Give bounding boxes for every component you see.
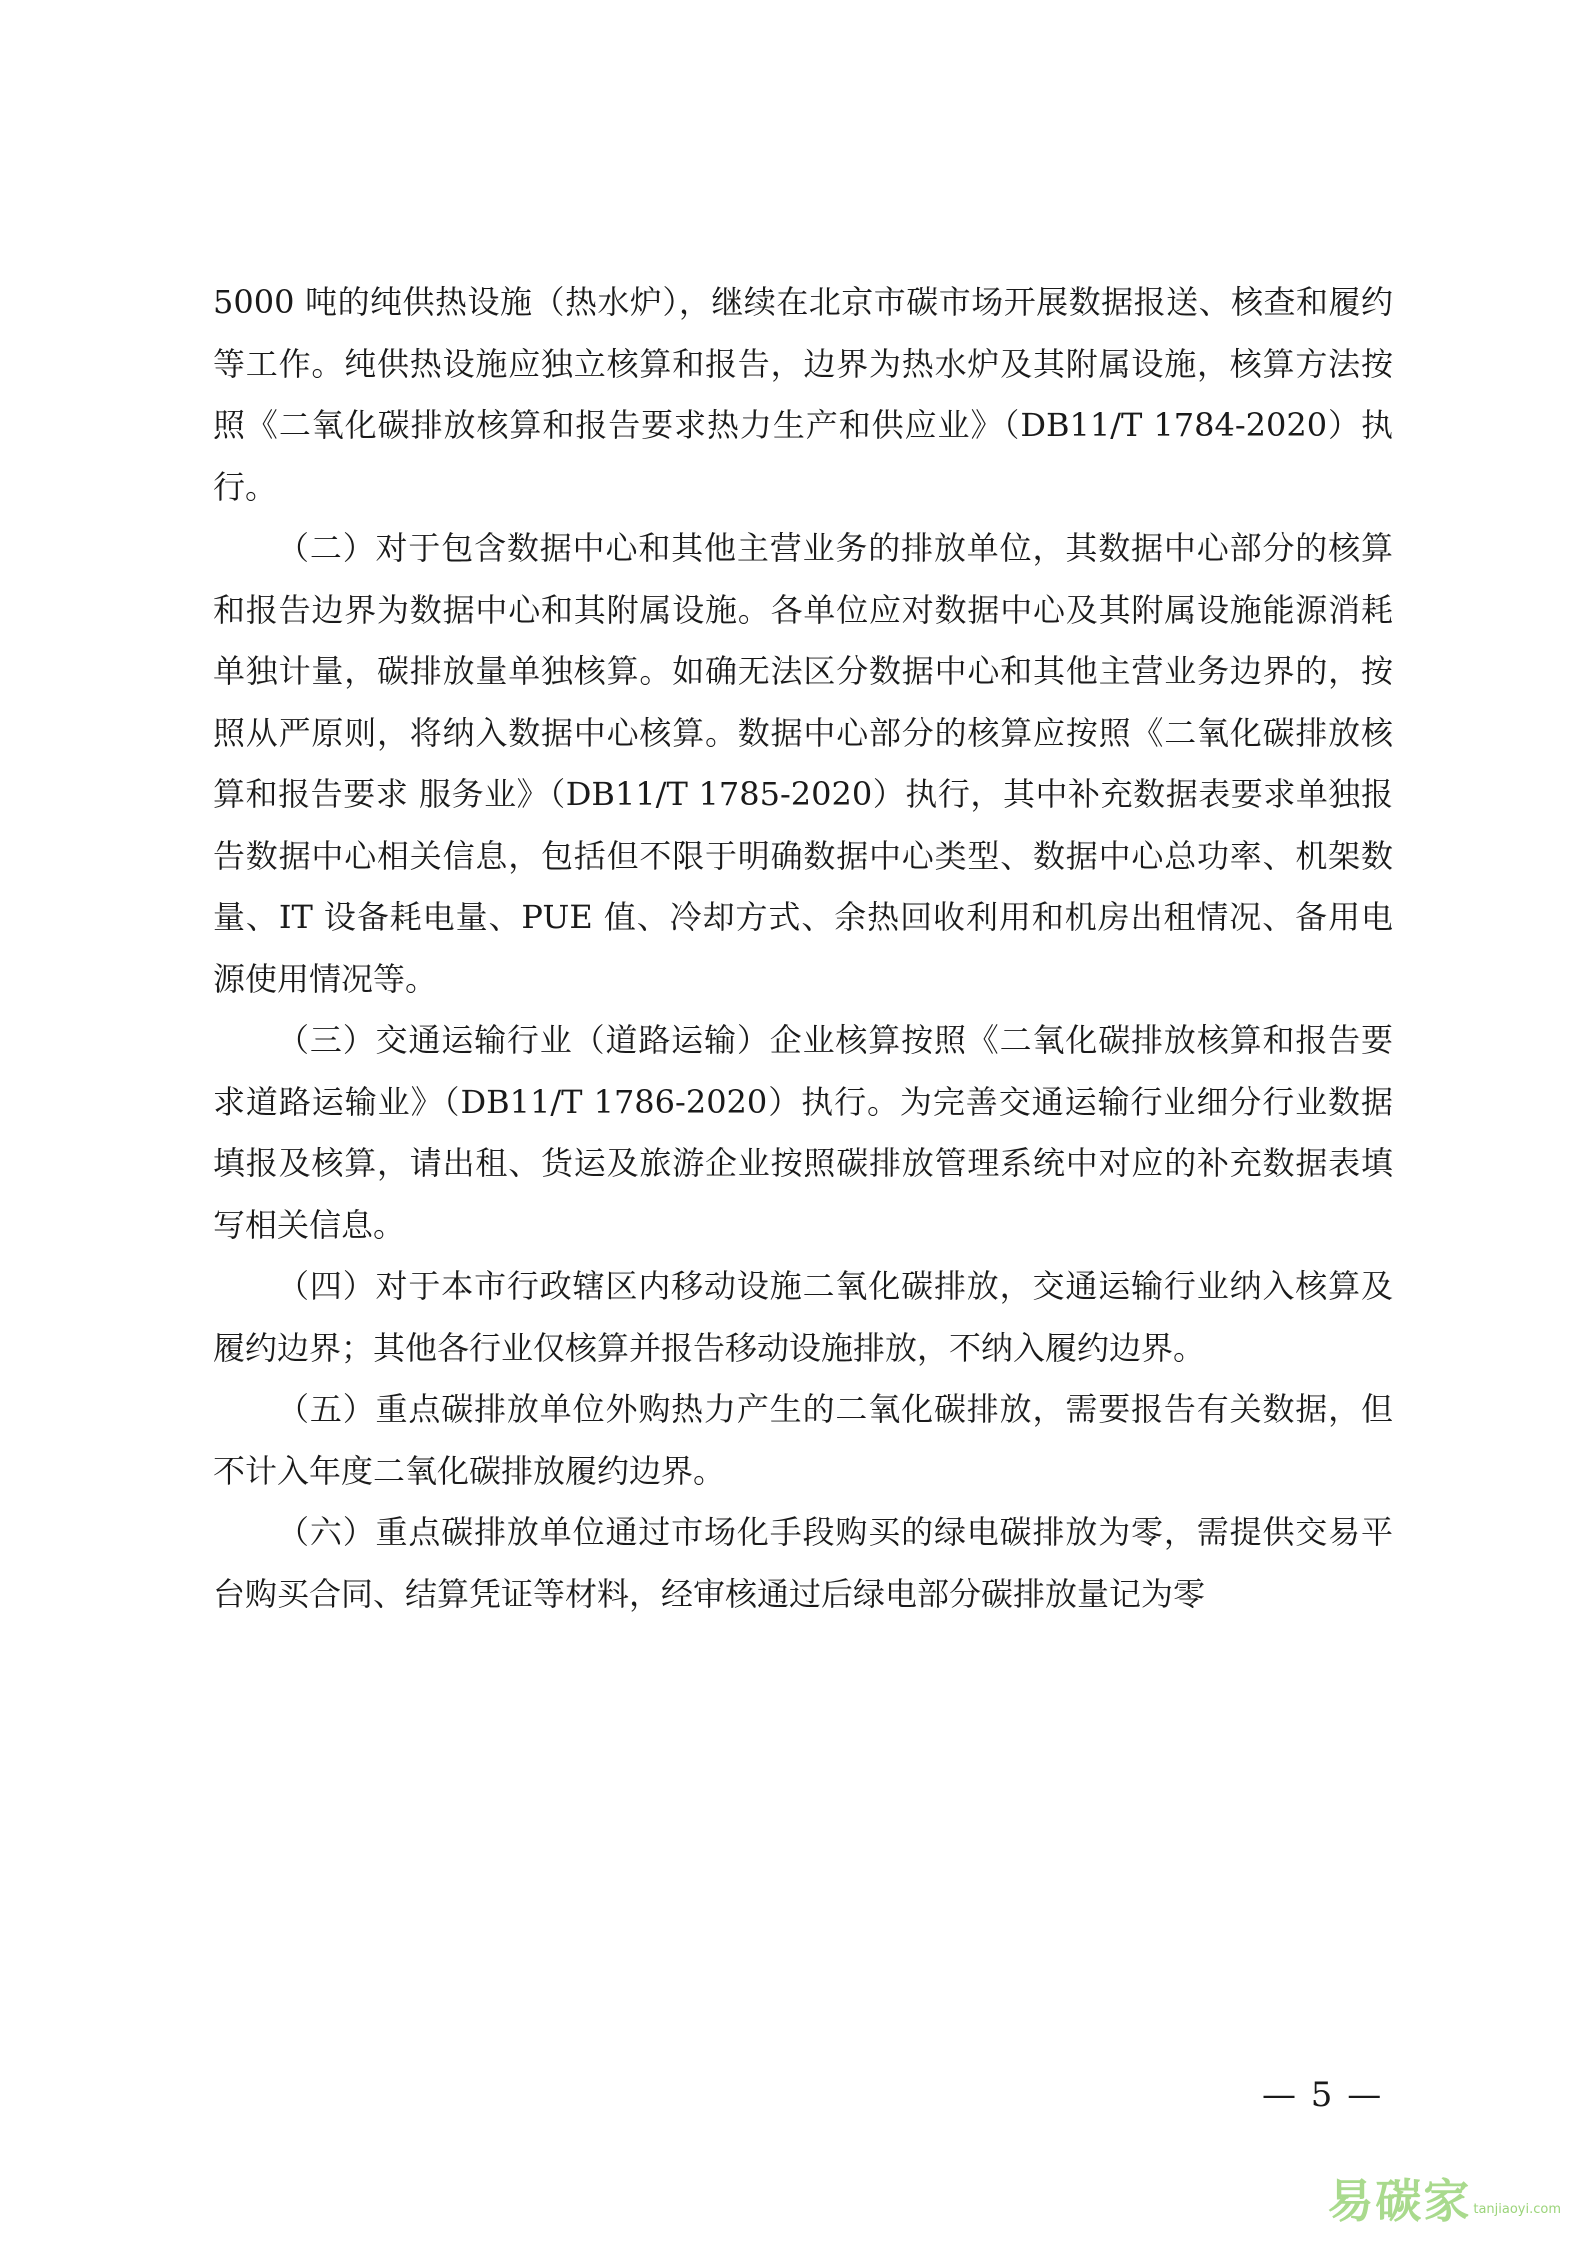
- paragraph-item-6: （六）重点碳排放单位通过市场化手段购买的绿电碳排放为零，需提供交易平台购买合同、结算凭证等材料，经审核通过后绿电部分碳排放量记为零: [213, 1513, 1393, 1613]
- page-number: — 5 —: [1262, 2075, 1384, 2115]
- watermark-url: tanjiaoyi.com: [1473, 2202, 1561, 2217]
- paragraph-item-2: （二）对于包含数据中心和其他主营业务的排放单位，其数据中心部分的核算和报告边界为数据中心和其附属设施。各单位应对数据中心及其附属设施能源消耗单独计量，碳排放量单独核算。如确无法区分数据中心和其他主营业务边界的，按照从严原则，将纳入数据中心核算。数据中心部分的核算应按照《二氧化碳排放核算和报告要求 服务业》（DB11/T 1785-2020）执行，其中补充数据表要求单独报告数据中心相关信息，包括但不限于明确数据中心类型、数据中心总功率、机架数量、IT 设备耗电量、PUE 值、冷却方式、余热回收利用和机房出租情况、备用电源使用情况等。: [213, 529, 1393, 998]
- paragraph-item-3: （三）交通运输行业（道路运输）企业核算按照《二氧化碳排放核算和报告要求道路运输业》（DB11/T 1786-2020）执行。为完善交通运输行业细分行业数据填报及核算，请出租、货运及旅游企业按照碳排放管理系统中对应的补充数据表填写相关信息。: [213, 1021, 1393, 1244]
- paragraph-continuation: 5000 吨的纯供热设施（热水炉），继续在北京市碳市场开展数据报送、核查和履约等工作。纯供热设施应独立核算和报告，边界为热水炉及其附属设施，核算方法按照《二氧化碳排放核算和报告要求热力生产和供应业》（DB11/T 1784-2020）执行。: [213, 283, 1393, 506]
- paragraph-item-4: （四）对于本市行政辖区内移动设施二氧化碳排放，交通运输行业纳入核算及履约边界；其他各行业仅核算并报告移动设施排放，不纳入履约边界。: [213, 1267, 1393, 1367]
- watermark-logo-text: 易碳家: [1327, 2174, 1472, 2228]
- watermark-logo: [1327, 2165, 1561, 2231]
- paragraph-item-5: （五）重点碳排放单位外购热力产生的二氧化碳排放，需要报告有关数据，但不计入年度二氧化碳排放履约边界。: [213, 1390, 1393, 1490]
- document-body: [213, 272, 1393, 1625]
